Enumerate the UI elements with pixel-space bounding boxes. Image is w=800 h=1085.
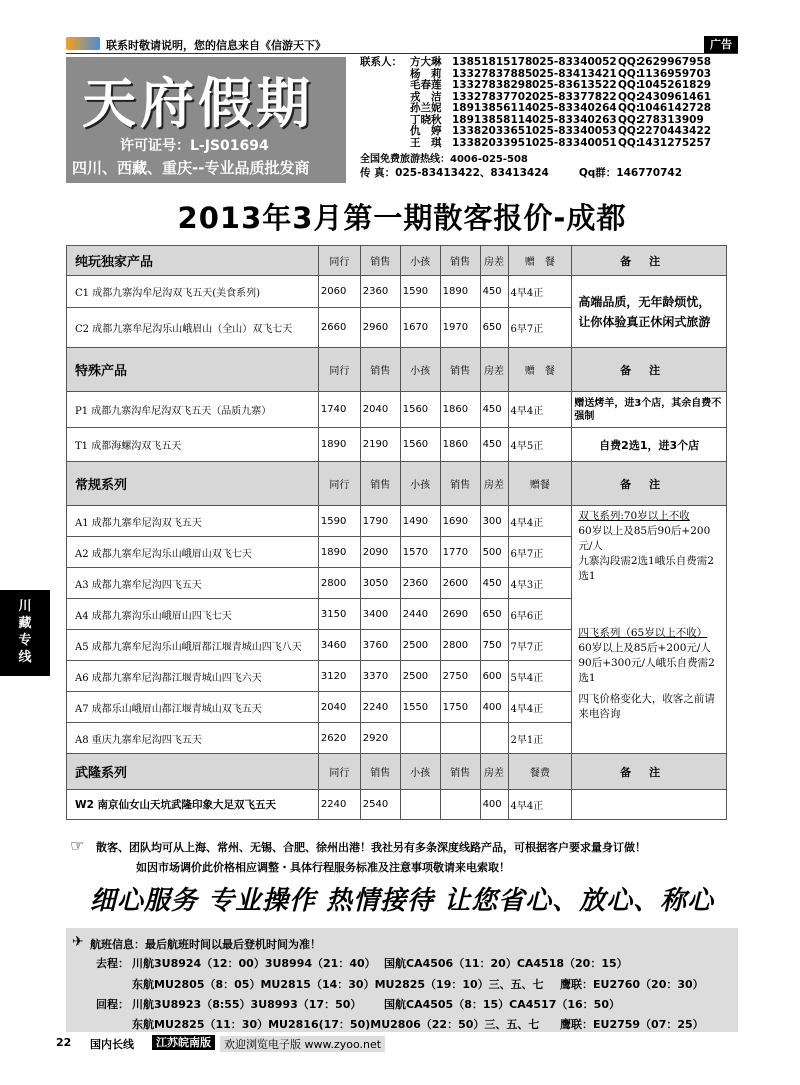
price-table <box>66 245 727 820</box>
price-sale2: 1970 <box>440 308 480 348</box>
contact-name: 杨 莉 <box>410 67 442 80</box>
route-name: A5 成都九寨牟尼沟乐山峨眉都江堰青城山四飞八天 <box>67 630 319 661</box>
publisher-logo <box>66 37 100 50</box>
price-peer: 3150 <box>318 599 360 630</box>
route-name: C2 成都九寨牟尼沟乐山峨眉山（全山）双飞七天 <box>67 308 319 348</box>
col-remark: 备注 <box>572 348 727 392</box>
price-sale2: 2750 <box>440 661 480 692</box>
qq-label: QQ: <box>618 102 641 114</box>
remark-title: 四飞系列（65岁以上不收） <box>578 627 708 639</box>
notice-line: 散客、团队均可从上海、常州、无锡、合肥、徐州出港！我社另有多条深度线路产品，可根据客户要求量身订做！ <box>96 841 646 854</box>
meal-info: 4早3正 <box>508 568 572 599</box>
contact-phone: 025-83340053 <box>532 125 617 137</box>
outbound-label: 去程： <box>96 957 129 970</box>
price-single: 400 <box>480 790 508 820</box>
qq-label: QQ: <box>618 136 641 149</box>
contact-label <box>360 103 410 115</box>
flight-line: 鹰联：EU2760（20：30） <box>560 978 704 991</box>
col-meal: 赠餐 <box>508 462 572 506</box>
price-peer: 1590 <box>318 506 360 537</box>
price-child: 1560 <box>400 428 440 462</box>
flight-line: 川航3U8923（8:55）3U8993（17：50） <box>132 998 362 1011</box>
table-row <box>67 506 727 537</box>
meal-info: 4早5正 <box>508 428 572 462</box>
col-remark: 备注 <box>572 246 727 276</box>
price-sale: 3370 <box>360 661 400 692</box>
meal-info: 4早4正 <box>508 276 572 308</box>
price-peer: 3460 <box>318 630 360 661</box>
contact-phone: 025-83340051 <box>532 136 617 149</box>
price-sale2: 1770 <box>440 537 480 568</box>
meal-info: 4早4正 <box>508 790 572 820</box>
qq-label: QQ: <box>618 125 641 137</box>
route-name: W2 南京仙女山天坑武隆印象大足双飞五天 <box>67 790 319 820</box>
notice-text <box>96 838 736 878</box>
meal-info: 7早7正 <box>508 630 572 661</box>
contact-mobile: 13327837885 <box>452 67 533 80</box>
section-name: 武隆系列 <box>67 754 319 790</box>
service-slogan: 细心服务 专业操作 热情接待 让您省心、放心、称心 <box>89 886 715 916</box>
section-header <box>67 348 727 392</box>
remark-text: 四飞价格变化大，收客之前请来电咨询 <box>578 693 715 720</box>
price-sale2 <box>440 790 480 820</box>
price-single: 600 <box>480 661 508 692</box>
route-name: C1 成都九寨沟牟尼沟双飞五天(美食系列) <box>67 276 319 308</box>
contact-label <box>360 115 410 127</box>
price-sale: 2090 <box>360 537 400 568</box>
remark: 赠送烤羊，进3个店，其余自费不强制 <box>572 392 727 428</box>
price-child: 1670 <box>400 308 440 348</box>
contact-row <box>360 126 738 138</box>
section-header <box>67 754 727 790</box>
price-peer: 2060 <box>318 276 360 308</box>
price-sale2: 1750 <box>440 692 480 723</box>
meal-info: 2早1正 <box>508 723 572 754</box>
fax-line <box>360 165 738 180</box>
price-sale2: 1860 <box>440 392 480 428</box>
info-source-note: 联系时敬请说明，您的信息来自《信游天下》 <box>106 39 326 52</box>
price-single: 450 <box>480 428 508 462</box>
col-peer: 同行 <box>318 462 360 506</box>
table-row <box>67 790 727 820</box>
price-peer: 1890 <box>318 537 360 568</box>
price-child <box>400 790 440 820</box>
price-single: 650 <box>480 599 508 630</box>
flight-line: 东航MU2825（11：30）MU2816(17：50)MU2806（22：50）三、五、七 <box>132 1018 540 1031</box>
col-meal: 赠 餐 <box>508 348 572 392</box>
contact-mobile: 13851815178 <box>452 56 533 68</box>
pointing-hand-icon: ☞ <box>70 836 85 855</box>
meal-info: 6早7正 <box>508 537 572 568</box>
contact-label <box>360 80 410 92</box>
col-sale: 销售 <box>360 754 400 790</box>
price-single: 400 <box>480 692 508 723</box>
col-sale: 销售 <box>360 246 400 276</box>
price-sale: 1790 <box>360 506 400 537</box>
contact-name: 王 琪 <box>410 136 442 149</box>
airplane-icon: ✈ <box>72 934 84 950</box>
notice-line: 如因市场调价此价格相应调整・具体行程服务标准及注意事项敬请来电索取！ <box>136 861 510 874</box>
flight-info-box <box>66 928 738 1032</box>
price-sale2: 1690 <box>440 506 480 537</box>
qq-label: QQ: <box>618 79 641 91</box>
contact-name: 孙兰妮 <box>410 102 442 114</box>
price-sale: 2920 <box>360 723 400 754</box>
license-number: 许可证号：L-JS01694 <box>120 138 269 154</box>
col-remark: 备注 <box>572 462 727 506</box>
edition-label: 江苏皖南版 <box>152 1035 215 1050</box>
price-sale2 <box>440 723 480 754</box>
price-single: 750 <box>480 630 508 661</box>
col-meal: 赠 餐 <box>508 246 572 276</box>
table-row <box>67 276 727 308</box>
route-name: P1 成都九寨沟牟尼沟双飞五天（品质九寨） <box>67 392 319 428</box>
price-peer: 2240 <box>318 790 360 820</box>
page-footer <box>56 1036 738 1051</box>
price-peer: 2620 <box>318 723 360 754</box>
contact-phone: 025-83413421 <box>532 67 617 80</box>
flight-line: 东航MU2805（8：05）MU2815（14：30）MU2825（19：10）三、五、七 <box>132 978 544 991</box>
contact-phone: 025-83340052 <box>532 56 617 68</box>
contact-label: 联系人： <box>360 56 402 68</box>
fax-number: 传 真：025-83413422、83413424 <box>360 167 549 179</box>
price-child <box>400 723 440 754</box>
route-name: A1 成都九寨牟尼沟双飞五天 <box>67 506 319 537</box>
price-peer: 2660 <box>318 308 360 348</box>
qq-label: QQ: <box>618 113 641 126</box>
flight-line: 国航CA4506（11：20）CA4518（20：15） <box>384 957 628 970</box>
route-name: A7 成都乐山峨眉山都江堰青城山双飞五天 <box>67 692 319 723</box>
col-remark: 备注 <box>572 754 727 790</box>
price-single: 450 <box>480 276 508 308</box>
price-child: 1570 <box>400 537 440 568</box>
contact-mobile: 13327838298 <box>452 79 533 91</box>
price-single: 500 <box>480 537 508 568</box>
price-sale: 2960 <box>360 308 400 348</box>
meal-info: 6早7正 <box>508 308 572 348</box>
brand-name: 天府假期 <box>82 71 314 135</box>
price-peer: 1890 <box>318 428 360 462</box>
col-sale2: 销售 <box>440 462 480 506</box>
meal-info: 4早4正 <box>508 392 572 428</box>
price-single: 650 <box>480 308 508 348</box>
route-name: A4 成都九寨沟乐山峨眉山四飞七天 <box>67 599 319 630</box>
meal-info: 4早4正 <box>508 692 572 723</box>
contact-name: 方大琳 <box>410 56 442 68</box>
brand-slogan: 四川、西藏、重庆--专业品质批发商 <box>72 159 310 177</box>
price-child: 1590 <box>400 276 440 308</box>
contact-phone: 025-83340264 <box>532 102 617 114</box>
contact-row <box>360 103 738 115</box>
remark-text: 九寨沟段需2选1峨乐自费需2选1 <box>578 555 714 582</box>
price-single: 450 <box>480 568 508 599</box>
price-sale2: 1890 <box>440 276 480 308</box>
contact-name: 戎 洁 <box>410 90 442 103</box>
contact-mobile: 13382033951 <box>452 136 533 149</box>
contact-label <box>360 69 410 81</box>
price-sale: 2190 <box>360 428 400 462</box>
route-name: A2 成都九寨牟尼沟乐山峨眉山双飞七天 <box>67 537 319 568</box>
price-sale: 2540 <box>360 790 400 820</box>
col-single: 房差 <box>480 462 508 506</box>
col-child: 小孩 <box>400 246 440 276</box>
price-child: 1560 <box>400 392 440 428</box>
qq-label: QQ: <box>618 90 641 103</box>
page-number: 22 <box>56 1036 72 1049</box>
ad-label: 广告 <box>704 36 738 53</box>
col-sale2: 销售 <box>440 348 480 392</box>
col-sale: 销售 <box>360 348 400 392</box>
meal-info: 4早4正 <box>508 506 572 537</box>
price-child: 2500 <box>400 630 440 661</box>
contact-mobile: 13327837702 <box>452 90 533 103</box>
section-header <box>67 246 727 276</box>
price-sale2: 2690 <box>440 599 480 630</box>
remark <box>572 790 727 820</box>
flight-line: 川航3U8924（12：00）3U8994（21：40） <box>132 957 376 970</box>
contact-label <box>360 138 410 150</box>
col-single: 房差 <box>480 246 508 276</box>
contact-name: 丁晓秋 <box>410 113 442 126</box>
qq-group: Qq群：146770742 <box>578 167 683 179</box>
col-peer: 同行 <box>318 246 360 276</box>
section-name: 特殊产品 <box>67 348 319 392</box>
col-sale2: 销售 <box>440 246 480 276</box>
price-child: 2440 <box>400 599 440 630</box>
price-sale2: 2600 <box>440 568 480 599</box>
contact-label <box>360 126 410 138</box>
price-sale: 3050 <box>360 568 400 599</box>
contact-mobile: 18913856114 <box>452 102 533 114</box>
side-category-tab <box>0 590 50 676</box>
contact-row <box>360 138 738 150</box>
contact-mobile: 13382033651 <box>452 125 533 137</box>
website-link[interactable]: 欢迎浏览电子版 www.zyoo.net <box>220 1036 385 1052</box>
remark-text: 60岁以上及85后+200元/人 90后+300元/人峨乐自费需2选1 <box>578 642 722 684</box>
contact-qq: 278313909 <box>638 113 704 126</box>
qq-label: QQ: <box>618 56 641 68</box>
price-single: 300 <box>480 506 508 537</box>
section-name: 纯玩独家产品 <box>67 246 319 276</box>
hotline: 全国免费旅游热线：4006-025-508 <box>360 154 528 165</box>
contact-qq: 1136959703 <box>638 67 712 80</box>
contact-row <box>360 80 738 92</box>
price-sale2: 1860 <box>440 428 480 462</box>
meal-info: 5早4正 <box>508 661 572 692</box>
price-peer: 2040 <box>318 692 360 723</box>
flight-line: 国航CA4505（8：15）CA4517（16：50） <box>384 998 620 1011</box>
col-meal: 餐费 <box>508 754 572 790</box>
flight-title: 航班信息：最后航班时间以最后登机时间为准！ <box>90 938 321 951</box>
contact-phone: 025-83613522 <box>532 79 617 91</box>
price-sale: 2040 <box>360 392 400 428</box>
contact-phone: 025-83377822 <box>532 90 617 103</box>
return-label: 回程： <box>96 998 129 1011</box>
contact-qq: 2629967958 <box>638 56 712 68</box>
qq-label: QQ: <box>618 67 641 80</box>
remark-title: 双飞系列:70岁以上不收 <box>578 510 690 522</box>
side-tab-char: 川 <box>18 599 32 614</box>
contact-list <box>360 57 738 183</box>
page-title: 2013年3月第一期散客报价-成都 <box>177 201 627 235</box>
col-child: 小孩 <box>400 348 440 392</box>
col-single: 房差 <box>480 754 508 790</box>
remark-text: 60岁以上及85后90后+200元/人 <box>578 525 711 552</box>
contact-name: 仇 婷 <box>410 125 442 137</box>
remark: 高端品质，无年龄烦忧，让你体验真正休闲式旅游 <box>572 276 727 348</box>
col-sale2: 销售 <box>440 754 480 790</box>
section-header <box>67 462 727 506</box>
contact-qq: 2270443422 <box>638 125 712 137</box>
route-name: A8 重庆九寨牟尼沟四飞五天 <box>67 723 319 754</box>
top-strip <box>66 36 738 54</box>
price-sale: 3400 <box>360 599 400 630</box>
col-peer: 同行 <box>318 348 360 392</box>
contact-qq: 1431275257 <box>638 136 712 149</box>
contact-label <box>360 92 410 104</box>
side-tab-char: 专 <box>18 633 32 648</box>
price-peer: 2800 <box>318 568 360 599</box>
price-sale: 2360 <box>360 276 400 308</box>
flight-line: 鹰联：EU2759（07：25） <box>560 1018 704 1031</box>
price-sale2: 2800 <box>440 630 480 661</box>
contact-qq: 2430961461 <box>638 90 712 103</box>
section-name: 常规系列 <box>67 462 319 506</box>
price-child: 1490 <box>400 506 440 537</box>
price-sale: 3760 <box>360 630 400 661</box>
contact-row <box>360 57 738 69</box>
contact-qq: 1046142728 <box>638 102 712 114</box>
side-tab-char: 藏 <box>18 616 32 631</box>
price-sale: 2240 <box>360 692 400 723</box>
price-child: 2360 <box>400 568 440 599</box>
side-tab-char: 线 <box>18 650 32 665</box>
contact-name: 毛春莲 <box>410 79 442 91</box>
price-child: 1550 <box>400 692 440 723</box>
contact-mobile: 18913858114 <box>452 113 533 126</box>
meal-info: 6早6正 <box>508 599 572 630</box>
footer-section: 国内长线 <box>90 1038 134 1051</box>
contact-qq: 1045261829 <box>638 79 712 91</box>
route-name: A3 成都九寨牟尼沟四飞五天 <box>67 568 319 599</box>
col-single: 房差 <box>480 348 508 392</box>
price-child: 2500 <box>400 661 440 692</box>
col-child: 小孩 <box>400 754 440 790</box>
table-row <box>67 392 727 428</box>
route-name: A6 成都九寨牟尼沟都江堰青城山四飞六天 <box>67 661 319 692</box>
price-single <box>480 723 508 754</box>
contact-phone: 025-83340263 <box>532 113 617 126</box>
table-row <box>67 428 727 462</box>
col-peer: 同行 <box>318 754 360 790</box>
col-sale: 销售 <box>360 462 400 506</box>
brand-banner <box>66 57 346 183</box>
col-child: 小孩 <box>400 462 440 506</box>
remark: 自费2选1，进3个店 <box>572 428 727 462</box>
price-peer: 3120 <box>318 661 360 692</box>
price-single: 450 <box>480 392 508 428</box>
price-peer: 1740 <box>318 392 360 428</box>
remark <box>572 506 727 754</box>
route-name: T1 成都海螺沟双飞五天 <box>67 428 319 462</box>
